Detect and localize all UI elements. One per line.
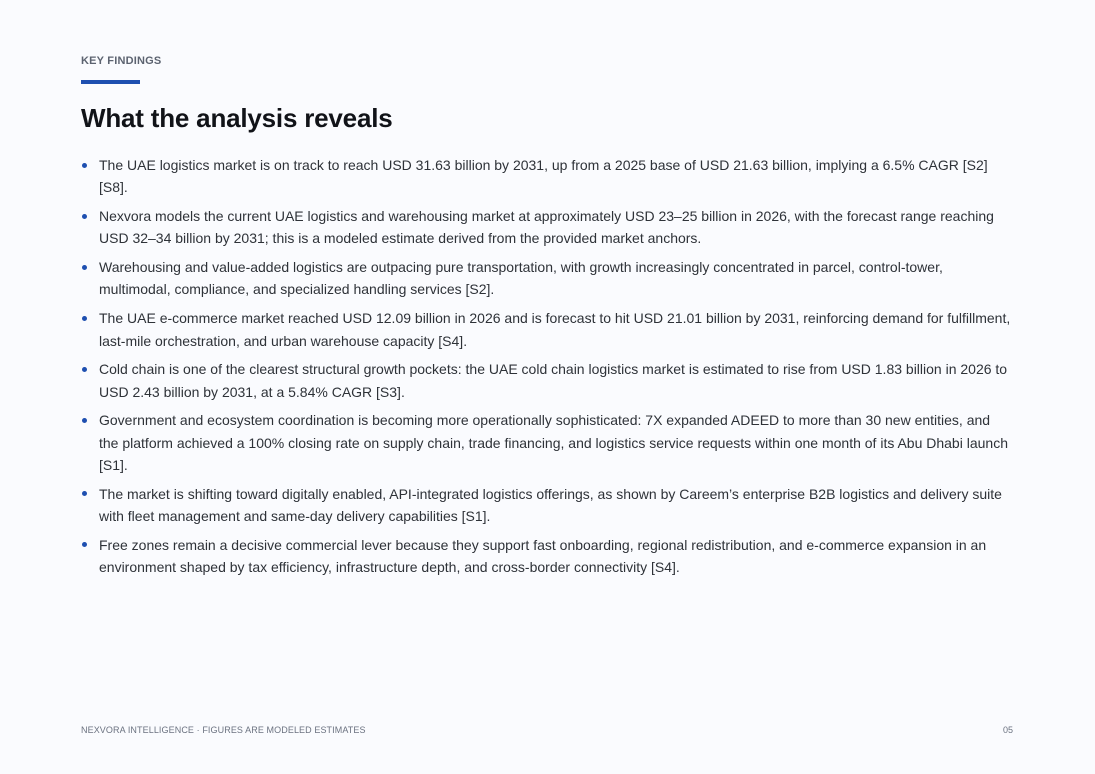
section-eyebrow: KEY FINDINGS [81,55,162,67]
finding-text: Government and ecosystem coordination is becoming more operationally sophisticated: 7X expanded ADEED to more than 30 new entities, and the platform achieved a 100% closing rate on supply chain, trade financing, and logistics service requests within one month of its Abu Dhabi launch [S1]. [99,412,1008,474]
finding-item [81,154,1011,199]
bullet-icon [82,491,87,496]
bullet-icon [82,163,87,168]
findings-list [81,154,1011,585]
finding-item [81,483,1011,528]
bullet-icon [82,214,87,219]
page-number: 05 [1002,725,1013,735]
finding-item [81,256,1011,301]
finding-item [81,205,1011,250]
bullet-icon [82,418,87,423]
bullet-icon [82,542,87,547]
bullet-icon [82,316,87,321]
bullet-icon [82,367,87,372]
finding-text: The UAE logistics market is on track to reach USD 31.63 billion by 2031, up from a 2025 base of USD 21.63 billion, implying a 6.5% CAGR [S2][S8]. [99,157,988,196]
bullet-icon [82,265,87,270]
finding-item [81,358,1011,403]
finding-text: The UAE e-commerce market reached USD 12.09 billion in 2026 and is forecast to hit USD 21.01 billion by 2031, reinforcing demand for fulfillment, last-mile orchestration, and urban warehouse capacity [S4]. [99,310,1011,349]
finding-item [81,307,1011,352]
finding-text: Warehousing and value-added logistics are outpacing pure transportation, with growth increasingly concentrated in parcel, control-tower, multimodal, compliance, and specialized handling services [S2]. [99,259,943,298]
finding-text: The market is shifting toward digitally enabled, API-integrated logistics offerings, as shown by Careem’s enterprise B2B logistics and delivery suite with fleet management and same-day delivery capabilities [S1]. [99,485,1002,525]
finding-item [81,409,1011,476]
finding-item [81,534,1011,579]
finding-text: Nexvora models the current UAE logistics and warehousing market at approximately USD 23–25 billion in 2026, with the forecast range reaching USD 32–34 billion by 2031; this is a modeled estimate derived from the provided market anchors. [99,208,994,247]
accent-bar [81,80,140,84]
finding-text: Free zones remain a decisive commercial lever because they support fast onboarding, regional redistribution, and e-commerce expansion in an environment shaped by tax efficiency, infrastructure depth, and cross-border connectivity [S4]. [99,536,987,576]
footer-source: NEXVORA INTELLIGENCE · FIGURES ARE MODELED ESTIMATES [81,725,366,735]
finding-text: Cold chain is one of the clearest structural growth pockets: the UAE cold chain logistics market is estimated to rise from USD 1.83 billion in 2026 to USD 2.43 billion by 2031, at a 5.84% CAGR [S3]. [99,361,1008,400]
page-title: What the analysis reveals [81,103,393,133]
